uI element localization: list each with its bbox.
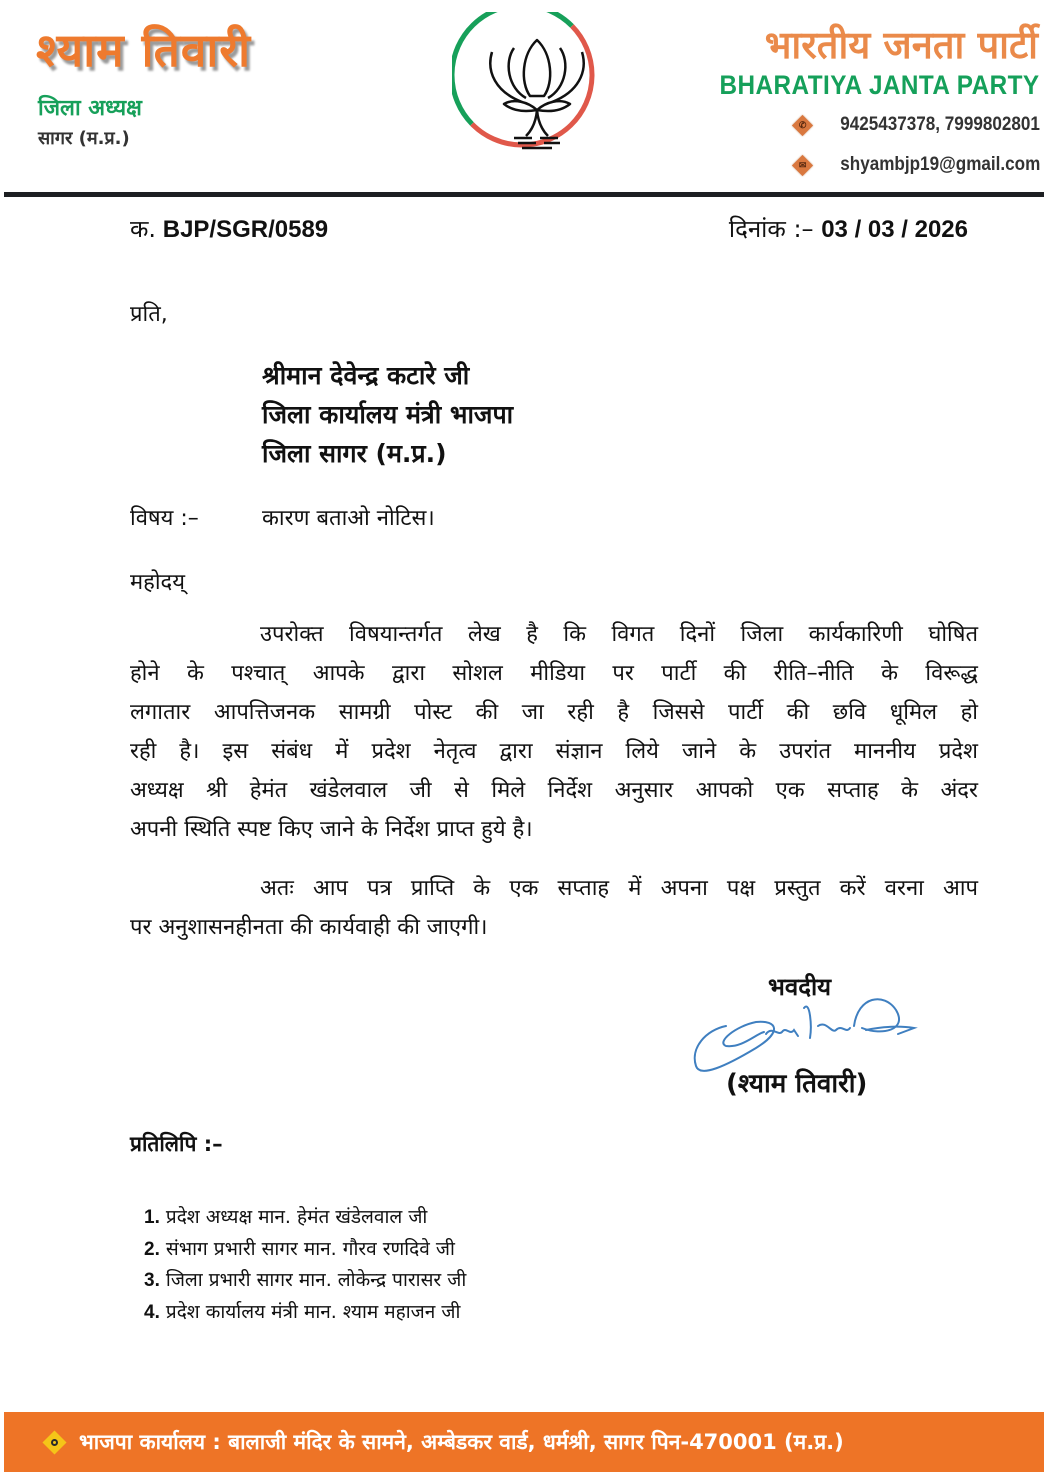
email-address[interactable]: shyambjp19@gmail.com xyxy=(839,154,1040,175)
contact-phone-row xyxy=(795,114,1040,136)
party-name-hindi: भारतीय जनता पार्टी xyxy=(764,23,1038,67)
body-line: लगातार आपत्तिजनक सामग्री पोस्ट की जा रही है जिससे पार्टी की छवि धूमिल हो xyxy=(130,700,978,725)
body-line: अध्यक्ष श्री हेमंत खंडेलवाल जी से मिले निर्देश अनुसार आपको एक सप्ताह के अंदर xyxy=(130,778,978,803)
reference-value: BJP/SGR/0589 xyxy=(162,216,329,243)
letterhead-place: सागर (म.प्र.) xyxy=(38,128,130,149)
header-divider xyxy=(4,192,1044,197)
copy-to-item: 4. प्रदेश कार्यालय मंत्री मान. श्याम महाजन जी xyxy=(144,1300,461,1323)
addressee-line: श्रीमान देवेन्द्र कटारे जी xyxy=(262,361,470,390)
party-name-english: BHARATIYA JANTA PARTY xyxy=(720,70,1040,100)
copy-to-title: प्रतिलिपि :– xyxy=(130,1132,223,1156)
contact-email-row xyxy=(795,154,1040,176)
to-label: प्रति, xyxy=(130,302,168,327)
letterhead-designation: जिला अध्यक्ष xyxy=(38,96,142,121)
reference-number xyxy=(130,212,328,245)
email-icon: ✉ xyxy=(792,154,813,175)
location-pin-icon xyxy=(42,1430,66,1454)
body-line: पर अनुशासनहीनता की कार्यवाही की जाएगी। xyxy=(130,915,488,940)
body-line: उपरोक्त विषयान्तर्गत लेख है कि विगत दिनों जिला कार्यकारिणी घोषित xyxy=(260,622,978,647)
signatory-name: (श्याम तिवारी) xyxy=(726,1069,868,1099)
subject-text: कारण बताओ नोटिस। xyxy=(262,506,435,531)
valediction: भवदीय xyxy=(768,973,832,1001)
addressee-line: जिला कार्यालय मंत्री भाजपा xyxy=(262,400,514,429)
date-value: 03 / 03 / 2026 xyxy=(821,216,968,243)
logo-ring-green xyxy=(452,12,572,124)
body-paragraph-2 xyxy=(130,869,978,947)
addressee-line: जिला सागर (म.प्र.) xyxy=(262,439,447,468)
lotus-icon xyxy=(490,40,583,148)
reference-prefix: क. xyxy=(130,215,157,243)
copy-to-item: 1. प्रदेश अध्यक्ष मान. हेमंत खंडेलवाल जी xyxy=(144,1206,428,1228)
body-line: अतः आप पत्र प्राप्ति के एक सप्ताह में अपना पक्ष प्रस्तुत करें वरना आप xyxy=(260,876,978,901)
letterhead-name: श्याम तिवारी xyxy=(36,23,252,77)
footer-address: भाजपा कार्यालय : बालाजी मंदिर के सामने, अम्बेडकर वार्ड, धर्मश्री, सागर पिन-470001 (म.प्र.) xyxy=(79,1430,844,1454)
phone-icon: ✆ xyxy=(792,114,813,135)
date-label: दिनांक :– xyxy=(728,215,814,243)
copy-to-item: 3. जिला प्रभारी सागर मान. लोकेन्द्र पारासर जी xyxy=(144,1269,467,1291)
body-line: अपनी स्थिति स्पष्ट किए जाने के निर्देश प्राप्त हुये है। xyxy=(130,817,533,842)
subject-label: विषय :– xyxy=(130,506,199,531)
copy-to-list xyxy=(144,1202,466,1328)
phone-numbers: 9425437378, 7999802801 xyxy=(840,114,1040,135)
letter-date xyxy=(729,212,968,245)
footer-address-bar xyxy=(4,1412,1044,1472)
greeting: महोदय् xyxy=(130,570,185,595)
body-line: रही है। इस संबंध में प्रदेश नेतृत्व द्वारा संज्ञान लिये जाने के उपरांत माननीय प्रदेश xyxy=(130,739,978,764)
copy-to-item: 2. संभाग प्रभारी सागर मान. गौरव रणदिवे जी xyxy=(144,1237,455,1260)
bjp-lotus-logo xyxy=(452,12,622,162)
body-paragraph-1 xyxy=(130,615,978,849)
body-line: होने के पश्चात् आपके द्वारा सोशल मीडिया पर पार्टी की रीति–नीति के विरूद्ध xyxy=(130,661,978,686)
